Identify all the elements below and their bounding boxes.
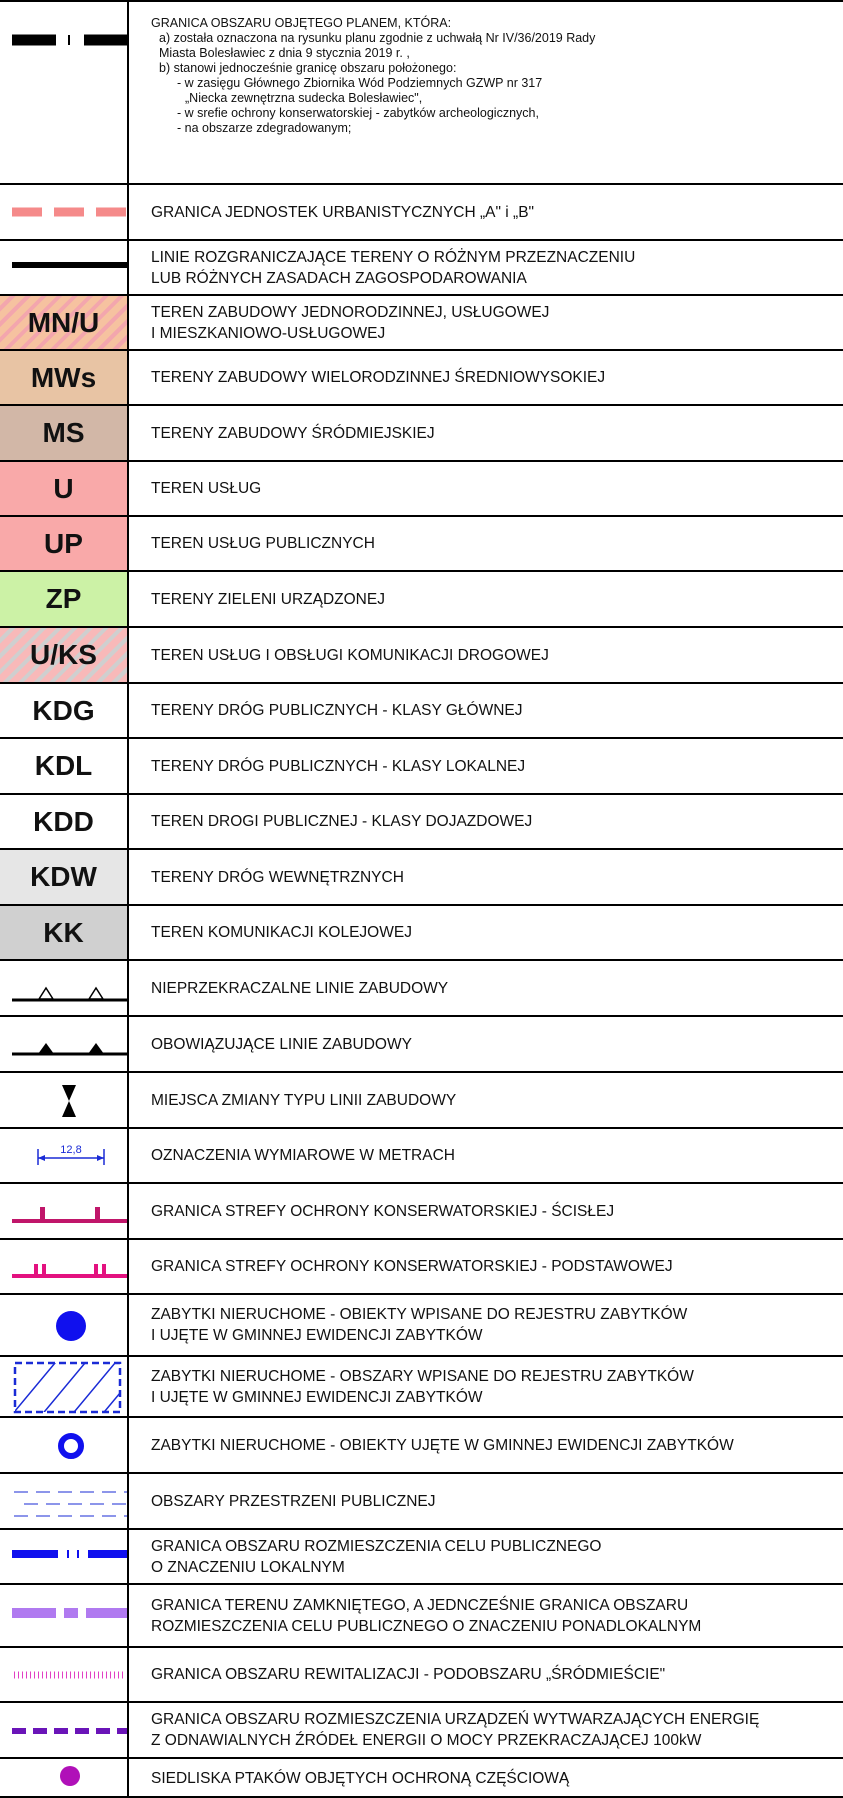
zone-code: U	[53, 472, 74, 504]
registered-area-text	[151, 1357, 835, 1416]
text-line: TEREN USŁUG PUBLICZNYCH	[151, 535, 375, 552]
kdw-text	[151, 850, 835, 904]
text-line: TERENY DRÓG PUBLICZNYCH - KLASY GŁÓWNEJ	[151, 702, 523, 719]
legend-row-revitalization	[0, 1648, 843, 1703]
municipal-object-text	[151, 1418, 835, 1472]
purple-dot-icon	[0, 1759, 129, 1798]
dimension-arrow-icon	[0, 1129, 129, 1182]
text-line: I UJĘTE W GMINNEJ EWIDENCJI ZABYTKÓW	[151, 1388, 483, 1406]
legend-row-kk	[0, 906, 843, 961]
text-line: ZABYTKI NIERUCHOME - OBIEKTY WPISANE DO REJESTRU ZABYTKÓW	[151, 1306, 688, 1323]
text-line: TEREN DROGI PUBLICZNEJ - KLASY DOJAZDOWEJ	[151, 813, 533, 830]
legend-row-uks	[0, 628, 843, 684]
open-triangle-line-icon	[0, 961, 129, 1015]
text-line: ZABYTKI NIERUCHOME - OBSZARY WPISANE DO REJESTRU ZABYTKÓW	[151, 1367, 694, 1385]
plan-boundary-symbol	[0, 2, 129, 183]
legend-row-demarcation-lines	[0, 241, 843, 296]
text-line: a) została oznaczona na rysunku planu zgodnie z uchwałą Nr IV/36/2019 Rady	[159, 31, 596, 45]
urban-units-text	[151, 185, 835, 239]
text-line: OZNACZENIA WYMIAROWE W METRACH	[151, 1147, 455, 1164]
nonexceedable-symbol	[0, 961, 129, 1015]
legend-row-local-public-purpose	[0, 1530, 843, 1585]
u-text	[151, 462, 835, 515]
text-line: GRANICA STREFY OCHRONY KONSERWATORSKIEJ - PODSTAWOWEJ	[151, 1258, 673, 1275]
text-line: TERENY ZABUDOWY WIELORODZINNEJ ŚREDNIOWYSOKIEJ	[151, 369, 606, 386]
zone-code: MWs	[30, 361, 97, 393]
legend-row-mws	[0, 351, 843, 406]
strict-conservation-symbol	[0, 1184, 129, 1238]
basic-conservation-text	[151, 1240, 835, 1293]
zone-code: KDL	[34, 750, 93, 781]
hatched-area-icon	[0, 1357, 129, 1416]
registered-object-symbol	[0, 1295, 129, 1355]
dashed-pink-line-icon	[0, 185, 129, 239]
legend-row-bird-habitats	[0, 1759, 843, 1798]
zone-code: KDD	[33, 805, 94, 837]
zone-code: KK	[43, 916, 84, 948]
demarcation-text	[151, 241, 835, 294]
mnu-text	[151, 296, 835, 349]
legend-row-zp	[0, 572, 843, 628]
text-line: ROZMIESZCZENIA CELU PUBLICZNEGO O ZNACZENIU PONADLOKALNYM	[151, 1617, 702, 1635]
plan-boundary-line-icon	[0, 2, 129, 183]
purple-dashed-line-icon	[0, 1703, 129, 1757]
mws-text	[151, 351, 835, 404]
text-line: - w srefie ochrony konserwatorskiej - zabytków archeologicznych,	[177, 106, 539, 120]
text-line: TEREN USŁUG	[151, 480, 262, 497]
legend-row-plan-boundary	[0, 2, 843, 185]
kdw-symbol	[0, 850, 129, 904]
kdg-symbol	[0, 684, 129, 737]
text-line: LINIE ROZGRANICZAJĄCE TERENY O RÓŻNYM PRZEZNACZENIU	[151, 248, 636, 266]
text-line: - na obszarze zdegradowanym;	[177, 121, 352, 135]
local-public-purpose-text	[151, 1530, 835, 1583]
legend-row-basic-conservation	[0, 1240, 843, 1295]
closed-area-text	[151, 1585, 835, 1646]
demarcation-symbol	[0, 241, 129, 294]
blue-ring-icon	[0, 1418, 129, 1472]
text-line: TERENY DRÓG PUBLICZNYCH - KLASY LOKALNEJ	[151, 757, 526, 775]
mws-symbol	[0, 351, 129, 404]
mnu-symbol	[0, 296, 129, 349]
text-line: ZABYTKI NIERUCHOME - OBIEKTY UJĘTE W GMINNEJ EWIDENCJI ZABYTKÓW	[151, 1436, 734, 1454]
zone-code: U/KS	[30, 639, 97, 670]
kdg-text	[151, 684, 835, 737]
legend-row-u	[0, 462, 843, 517]
revitalization-symbol	[0, 1648, 129, 1701]
text-line: TERENY ZABUDOWY ŚRÓDMIEJSKIEJ	[151, 424, 435, 442]
closed-area-symbol	[0, 1585, 129, 1646]
filled-blue-circle-icon	[0, 1295, 129, 1355]
registered-area-symbol	[0, 1357, 129, 1416]
text-line: TEREN USŁUG I OBSŁUGI KOMUNIKACJI DROGOWEJ	[151, 646, 549, 664]
mandatory-symbol	[0, 1017, 129, 1071]
zone-code: UP	[44, 527, 83, 559]
kdd-text	[151, 795, 835, 848]
nonexceedable-text	[151, 961, 835, 1015]
legend-row-nonexceedable-lines	[0, 961, 843, 1017]
legend-row-kdd	[0, 795, 843, 850]
text-line: Z ODNAWIALNYCH ŹRÓDEŁ ENERGII O MOCY PRZEKRACZAJĄCEJ 100kW	[151, 1732, 702, 1749]
zp-text	[151, 572, 835, 626]
legend-row-kdg	[0, 684, 843, 739]
blue-dash-dot-line-icon	[0, 1530, 129, 1583]
text-line: GRANICA JEDNOSTEK URBANISTYCZNYCH „A" i „B"	[151, 203, 535, 221]
text-line: - w zasięgu Głównego Zbiornika Wód Podziemnych GZWP nr 317	[177, 76, 543, 90]
legend-row-kdw	[0, 850, 843, 906]
local-public-purpose-symbol	[0, 1530, 129, 1583]
uks-text	[151, 628, 835, 682]
zone-code: MS	[42, 417, 85, 448]
up-text	[151, 517, 835, 570]
conservation-double-line-icon	[0, 1240, 129, 1293]
text-line: I MIESZKANIOWO-USŁUGOWEJ	[151, 324, 386, 342]
revitalization-text	[151, 1648, 835, 1701]
legend-row-strict-conservation	[0, 1184, 843, 1240]
change-point-symbol	[0, 1073, 129, 1127]
text-line: GRANICA TERENU ZAMKNIĘTEGO, A JEDNCZEŚNIE GRANICA OBSZARU	[151, 1596, 689, 1614]
text-line: GRANICA OBSZARU REWITALIZACJI - PODOBSZARU „ŚRÓDMIEŚCIE"	[151, 1666, 666, 1683]
ms-symbol	[0, 406, 129, 460]
text-line: GRANICA STREFY OCHRONY KONSERWATORSKIEJ - ŚCISŁEJ	[151, 1202, 615, 1220]
conservation-line-icon	[0, 1184, 129, 1238]
text-line: TERENY ZIELENI URZĄDZONEJ	[151, 590, 385, 608]
legend-row-registered-objects	[0, 1295, 843, 1357]
uks-symbol	[0, 628, 129, 682]
solid-line-icon	[0, 241, 129, 294]
ms-text	[151, 406, 835, 460]
up-symbol	[0, 517, 129, 570]
text-line: MIEJSCA ZMIANY TYPU LINII ZABUDOWY	[151, 1091, 457, 1109]
legend-row-change-points	[0, 1073, 843, 1129]
tick-line-icon	[0, 1648, 129, 1701]
zone-code: MN/U	[27, 306, 100, 338]
text-line: TEREN ZABUDOWY JEDNORODZINNEJ, USŁUGOWEJ	[151, 303, 550, 321]
text-line: SIEDLISKA PTAKÓW OBJĘTYCH OCHRONĄ CZĘŚCIOWĄ	[151, 1770, 570, 1787]
text-line: NIEPRZEKRACZALNE LINIE ZABUDOWY	[151, 979, 449, 997]
lavender-dash-line-icon	[0, 1585, 129, 1646]
kdl-symbol	[0, 739, 129, 793]
legend-row-up	[0, 517, 843, 572]
legend-row-ms	[0, 406, 843, 462]
legend-row-mnu	[0, 296, 843, 351]
legend-row-dimensions	[0, 1129, 843, 1184]
bird-habitat-text	[151, 1759, 835, 1798]
basic-conservation-symbol	[0, 1240, 129, 1293]
legend-row-registered-areas	[0, 1357, 843, 1418]
zp-symbol	[0, 572, 129, 626]
kdd-symbol	[0, 795, 129, 848]
renewable-energy-symbol	[0, 1703, 129, 1757]
text-line: O ZNACZENIU LOKALNYM	[151, 1558, 345, 1576]
dashed-lines-icon	[0, 1474, 129, 1528]
legend-row-renewable-energy	[0, 1703, 843, 1759]
zone-code: KDG	[32, 694, 95, 726]
text-line: b) stanowi jednocześnie granicę obszaru położonego:	[159, 61, 457, 75]
renewable-energy-text	[151, 1703, 835, 1757]
text-line: GRANICA OBSZARU OBJĘTEGO PLANEM, KTÓRA:	[151, 16, 452, 30]
zone-code: KDW	[30, 861, 97, 892]
dimension-label: 12,8	[60, 1144, 82, 1156]
bird-habitat-symbol	[0, 1759, 129, 1798]
kdl-text	[151, 739, 835, 793]
plan-boundary-text	[151, 2, 835, 183]
text-line: OBOWIĄZUJĄCE LINIE ZABUDOWY	[151, 1035, 412, 1053]
text-line: GRANICA OBSZARU ROZMIESZCZENIA URZĄDZEŃ WYTWARZAJĄCYCH ENERGIĘ	[151, 1711, 760, 1728]
legend-row-public-space	[0, 1474, 843, 1530]
municipal-object-symbol	[0, 1418, 129, 1472]
public-space-text	[151, 1474, 835, 1528]
zone-code: ZP	[45, 583, 82, 614]
dimension-text	[151, 1129, 835, 1182]
text-line: LUB RÓŻNYCH ZASADACH ZAGOSPODAROWANIA	[151, 269, 527, 287]
change-point-text	[151, 1073, 835, 1127]
urban-units-symbol	[0, 185, 129, 239]
hourglass-icon	[0, 1073, 129, 1127]
mandatory-text	[151, 1017, 835, 1071]
text-line: I UJĘTE W GMINNEJ EWIDENCJI ZABYTKÓW	[151, 1327, 483, 1344]
public-space-symbol	[0, 1474, 129, 1528]
registered-object-text	[151, 1295, 835, 1355]
dimension-symbol	[0, 1129, 129, 1182]
text-line: TEREN KOMUNIKACJI KOLEJOWEJ	[151, 924, 412, 941]
legend-row-mandatory-lines	[0, 1017, 843, 1073]
legend-row-closed-area	[0, 1585, 843, 1648]
text-line: „Niecka zewnętrzna sudecka Bolesławiec",	[185, 91, 423, 105]
strict-conservation-text	[151, 1184, 835, 1238]
legend-row-municipal-objects	[0, 1418, 843, 1474]
text-line: OBSZARY PRZESTRZENI PUBLICZNEJ	[151, 1492, 436, 1510]
kk-symbol	[0, 906, 129, 959]
text-line: GRANICA OBSZARU ROZMIESZCZENIA CELU PUBLICZNEGO	[151, 1537, 602, 1555]
legend-row-kdl	[0, 739, 843, 795]
u-symbol	[0, 462, 129, 515]
kk-text	[151, 906, 835, 959]
text-line: Miasta Bolesławiec z dnia 9 stycznia 2019 r. ,	[159, 46, 410, 60]
legend-row-urban-units	[0, 185, 843, 241]
filled-triangle-line-icon	[0, 1017, 129, 1071]
text-line: TERENY DRÓG WEWNĘTRZNYCH	[151, 868, 404, 886]
